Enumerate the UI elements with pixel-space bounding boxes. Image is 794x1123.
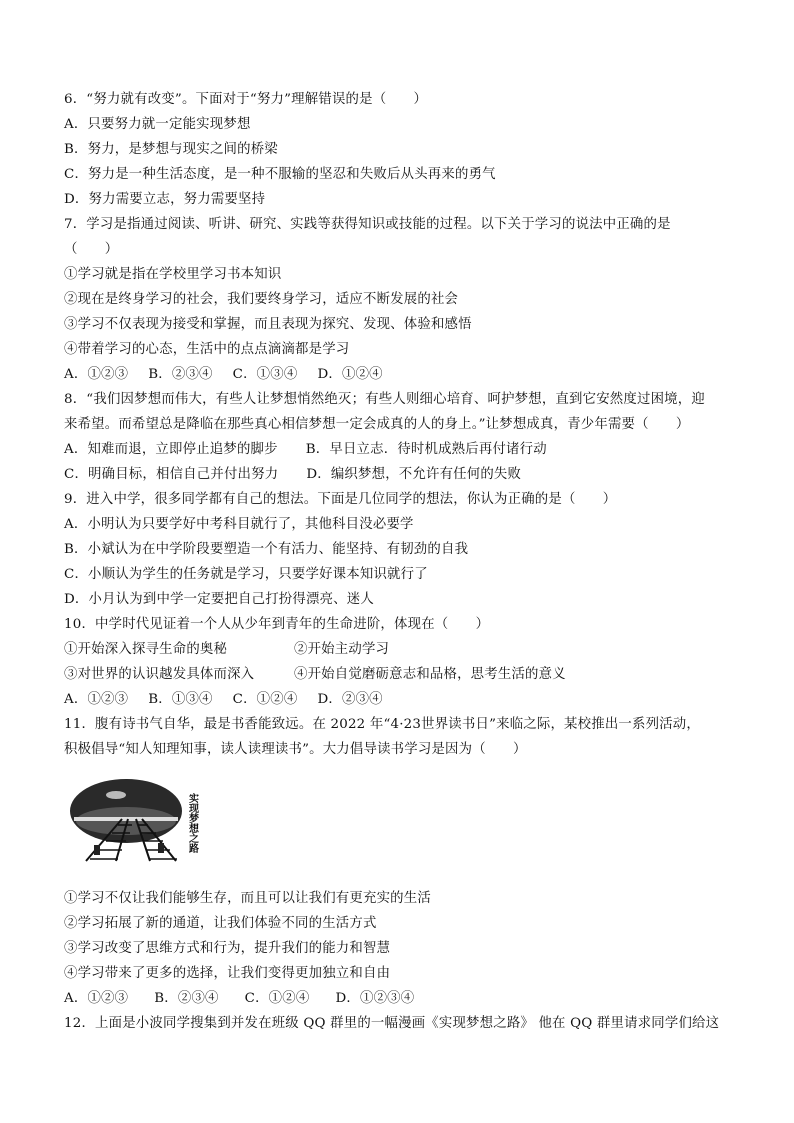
q7-statement-2: ②现在是终身学习的社会，我们要终身学习，适应不断发展的社会 (64, 292, 459, 307)
q11-option-d: D．①②③④ (335, 991, 415, 1006)
q6-stem: 6．“努力就有改变”。下面对于“努力”理解错误的是（ ） (64, 92, 428, 107)
q11-statement-3: ③学习改变了思维方式和行为，提升我们的能力和智慧 (64, 941, 391, 956)
q8-option-b: B．早日立志．待时机成熟后再付诸行动 (305, 442, 547, 457)
q7-statement-1: ①学习就是指在学校里学习书本知识 (64, 267, 282, 282)
q10-option-a: A．①②③ (64, 692, 129, 707)
q9-option-c: C．小顺认为学生的任务就是学习，只要学好课本知识就行了 (64, 567, 428, 582)
q7-option-c: C．①③④ (232, 367, 298, 382)
q10-statement-2: ②开始主动学习 (294, 642, 390, 657)
q6-option-c: C．努力是一种生活态度，是一种不服输的坚忍和失败后从头再来的勇气 (64, 167, 496, 182)
q11-stem-line2: 积极倡导“知人知理知事，读人读理读书”。大力倡导读书学习是因为（ ） (64, 742, 527, 757)
q11-option-c: C．①②④ (244, 991, 310, 1006)
q7-option-b: B．②③④ (148, 367, 213, 382)
q10-option-b: B．①③④ (148, 692, 213, 707)
q8-options-row1 (64, 441, 547, 459)
q10-statements-row1 (64, 641, 389, 659)
q12-stem-line1: 12．上面是小波同学搜集到并发在班级 QQ 群里的一幅漫画《实现梦想之路》 他在 QQ 群里请求同学们给这 (64, 1016, 720, 1031)
q11-statement-4: ④学习带来了更多的选择，让我们变得更加独立和自由 (64, 966, 391, 981)
q6-option-b: B．努力，是梦想与现实之间的桥梁 (64, 142, 278, 157)
q11-option-a: A．①②③ (64, 991, 129, 1006)
q11-options (64, 990, 414, 1008)
q9-stem: 9．进入中学，很多同学都有自己的想法。下面是几位同学的想法，你认为正确的是（ ） (64, 492, 617, 507)
q7-stem-line1: 7．学习是指通过阅读、听讲、研究、实践等获得知识或技能的过程。以下关于学习的说法中正确的是 (64, 217, 671, 232)
q8-option-c: C．明确目标，相信自己并付出努力 (64, 467, 279, 482)
q10-option-c: C．①②④ (232, 692, 298, 707)
q10-options (64, 691, 383, 709)
q9-option-d: D．小月认为到中学一定要把自己打扮得漂亮、迷人 (64, 592, 374, 607)
q10-option-d: D．②③④ (317, 692, 383, 707)
q8-option-a: A．知难而退，立即停止追梦的脚步 (64, 442, 278, 457)
q9-option-a: A．小明认为只要学好中考科目就行了，其他科目没必要学 (64, 517, 414, 532)
q10-statement-1: ①开始深入探寻生命的奥秘 (64, 642, 228, 657)
q7-stem-line2: （ ） (64, 242, 119, 257)
q6-option-d: D．努力需要立志，努力需要坚持 (64, 192, 266, 207)
q7-statement-4: ④带着学习的心态，生活中的点点滴滴都是学习 (64, 342, 350, 357)
q11-statement-1: ①学习不仅让我们能够生存，而且可以让我们有更充实的生活 (64, 891, 431, 906)
q7-statement-3: ③学习不仅表现为接受和掌握，而且表现为探究、发现、体验和感悟 (64, 317, 472, 332)
q9-option-b: B．小斌认为在中学阶段要塑造一个有活力、能坚持、有韧劲的自我 (64, 542, 469, 557)
q7-options (64, 366, 383, 384)
q11-statement-2: ②学习拓展了新的通道，让我们体验不同的生活方式 (64, 916, 377, 931)
q7-option-a: A．①②③ (64, 367, 129, 382)
comic-railway-illustration (64, 773, 206, 869)
q11-option-b: B．②③④ (154, 991, 219, 1006)
q8-stem-line2: 来希望。而希望总是降临在那些真心相信梦想一定会成真的人的身上。”让梦想成真，青少年需要（ ） (64, 417, 690, 432)
q11-stem-line1: 11．腹有诗书气自华，最是书香能致远。在 2022 年“4·23世界读书日”来临之际，某校推出一系列活动， (64, 717, 700, 732)
q10-stem: 10．中学时代见证着一个人从少年到青年的生命进阶，体现在（ ） (64, 617, 490, 632)
q10-statement-4: ④开始自觉磨砺意志和品格，思考生活的意义 (294, 667, 566, 682)
q10-statements-row2 (64, 666, 566, 684)
comic-caption: 实现梦想之路 (186, 793, 198, 853)
q7-option-d: D．①②④ (317, 367, 383, 382)
q8-option-d: D．编织梦想，不允许有任何的失败 (306, 467, 522, 482)
q8-options-row2 (64, 466, 521, 484)
q10-statement-3: ③对世界的认识越发具体而深入 (64, 667, 255, 682)
comic-image (64, 773, 206, 869)
q8-stem-line1: 8．“我们因梦想而伟大，有些人让梦想悄然绝灭；有些人则细心培育、呵护梦想，直到它安然度过困境，迎 (64, 392, 705, 407)
q6-option-a: A．只要努力就一定能实现梦想 (64, 117, 251, 132)
